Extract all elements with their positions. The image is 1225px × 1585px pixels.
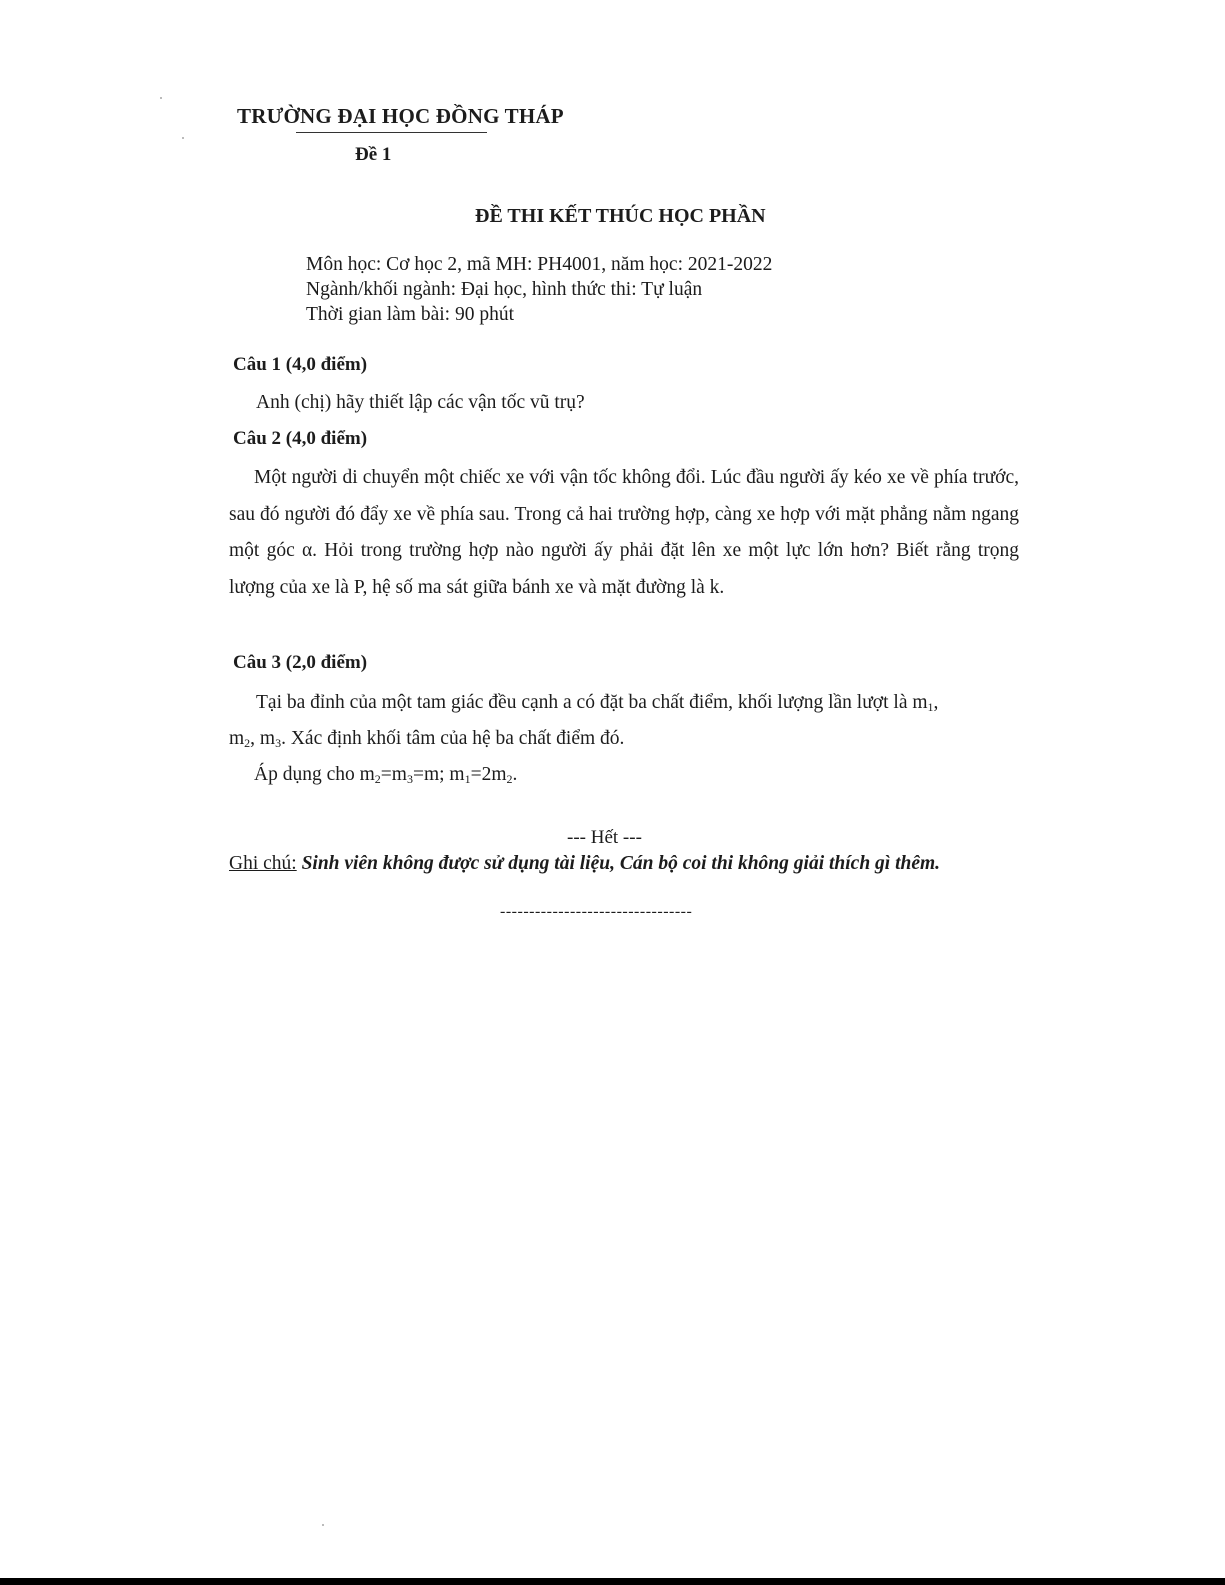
- question-2-heading: Câu 2 (4,0 điểm): [233, 428, 368, 449]
- note-text: Sinh viên không được sử dụng tài liệu, Cán bộ coi thi không giải thích gì thêm.: [301, 853, 941, 874]
- question-3-line-1: Tại ba đỉnh của một tam giác đều cạnh a có đặt ba chất điểm, khối lượng lần lượt là $m_1$,: [256, 692, 939, 714]
- meta-duration: Thời gian làm bài: 90 phút: [306, 304, 514, 325]
- school-name: TRƯỜNG ĐẠI HỌC ĐỒNG THÁP: [237, 104, 564, 128]
- separator-line: ---------------------------------: [500, 903, 693, 920]
- footer-note: [229, 853, 940, 875]
- scan-speck: [322, 1524, 324, 1526]
- scan-border: [0, 1578, 1225, 1585]
- scan-speck: [182, 137, 184, 139]
- school-underline: [296, 132, 487, 133]
- question-3-line-2: $m_2$, $m_3$. Xác định khối tâm của hệ ba chất điểm đó.: [229, 728, 625, 750]
- end-marker: --- Hết ---: [567, 827, 642, 848]
- exam-code: Đề 1: [355, 144, 392, 165]
- question-1-text: Anh (chị) hãy thiết lập các vận tốc vũ trụ?: [256, 392, 585, 413]
- question-2-text: [229, 460, 1019, 606]
- question-1-heading: Câu 1 (4,0 điểm): [233, 354, 368, 375]
- scan-speck: [160, 97, 162, 99]
- question-3-heading: Câu 3 (2,0 điểm): [233, 652, 368, 673]
- meta-major: Ngành/khối ngành: Đại học, hình thức thi: Tự luận: [306, 279, 703, 300]
- exam-title: ĐỀ THI KẾT THÚC HỌC PHẦN: [475, 205, 766, 227]
- note-label: Ghi chú:: [229, 853, 297, 874]
- meta-course: Môn học: Cơ học 2, mã MH: PH4001, năm học: 2021-2022: [306, 254, 773, 275]
- question-2-body: Một người di chuyển một chiếc xe với vận tốc không đổi. Lúc đầu người ấy kéo xe về phía trước, sau đó người đó đẩy xe về phía sau. Trong cả hai trường hợp, càng xe hợp với mặt phẳng nằm ngang một góc α. Hỏi trong trường hợp nào người ấy phải đặt lên xe một lực lớn hơn? Biết rằng trọng lượng của xe là P, hệ số ma sát giữa bánh xe và mặt đường là k.: [229, 467, 1019, 598]
- question-3-line-3: Áp dụng cho $m_2=m_3=m$; $m_1=2m_2$.: [254, 764, 518, 786]
